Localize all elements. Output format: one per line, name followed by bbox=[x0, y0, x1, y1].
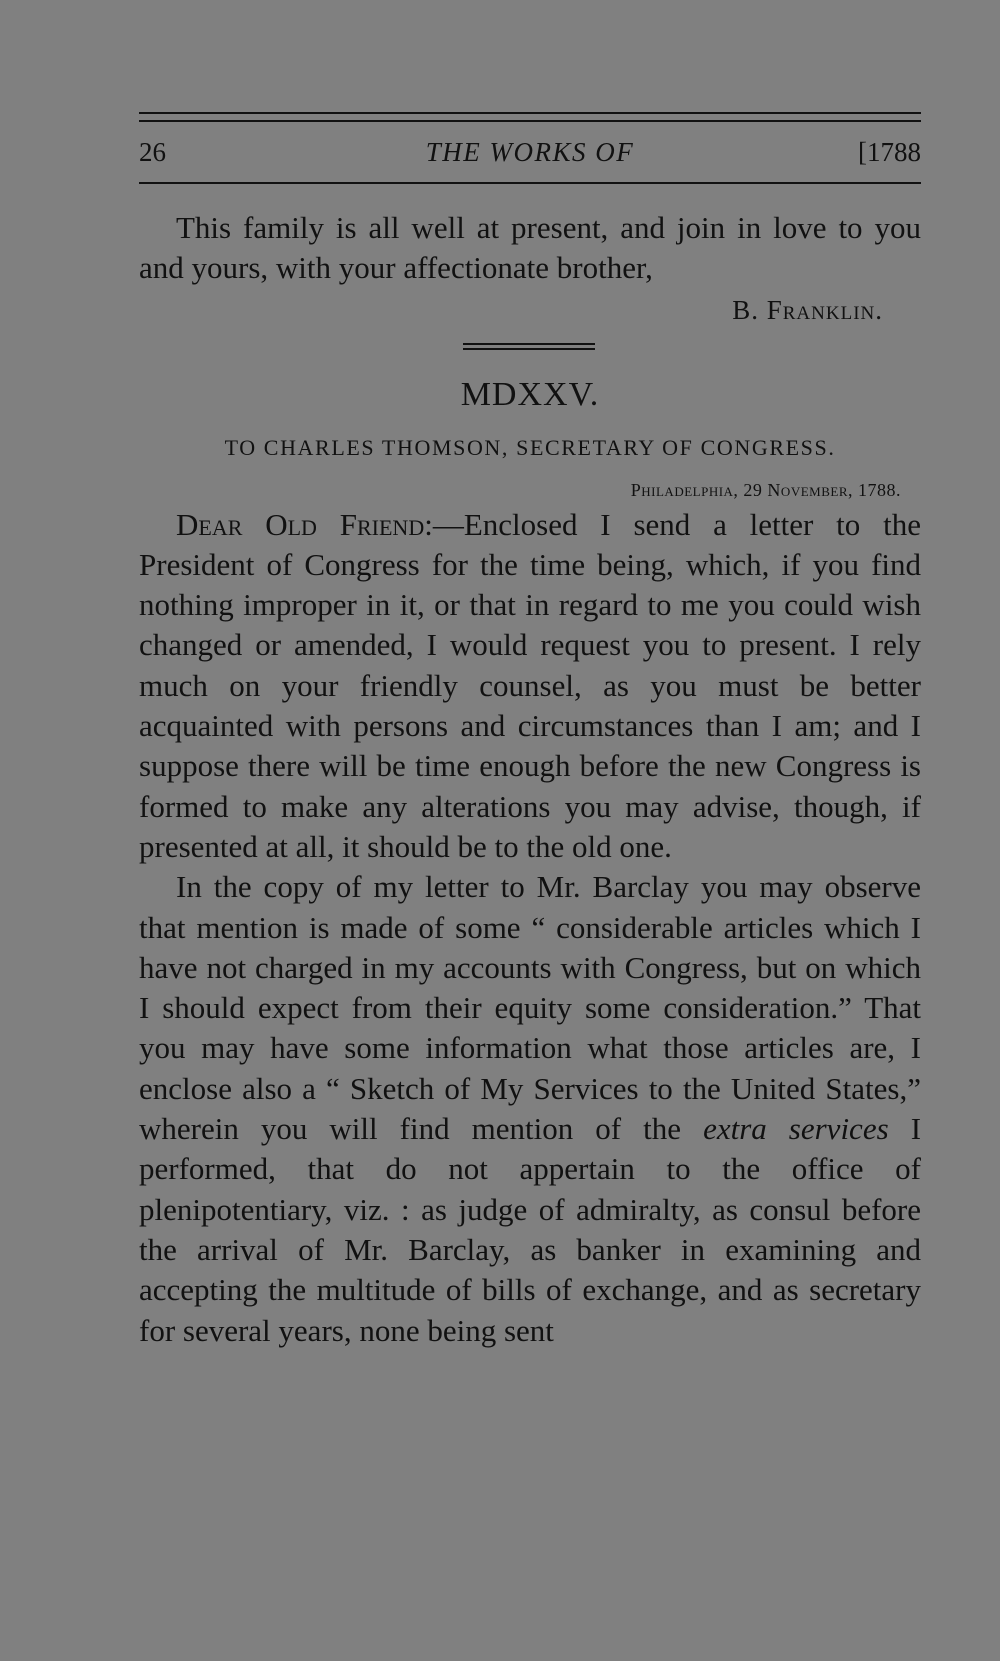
paragraph-2-italic: extra services bbox=[703, 1111, 889, 1147]
letter-paragraph-1 bbox=[139, 505, 921, 868]
header-rule bbox=[139, 182, 921, 184]
letter-number: MDXXV. bbox=[460, 375, 600, 413]
book-page bbox=[139, 112, 921, 1351]
letter-dateline: Philadelphia, 29 November, 1788. bbox=[630, 479, 901, 500]
signature: B. Franklin. bbox=[732, 294, 883, 325]
paragraph-1-text: :—Enclosed I send a letter to the President of Congress for the time being, which, if you find nothing improper in it, or that in regard to me you could wish changed or amended, I would request you to present. I rely much on your friendly counsel, as you must be better acquainted with persons and circumstances than I am; and I suppose there will be time enough before the new Congress is formed to make any alterations you may advise, though, if presented at all, it should be to the old one. bbox=[139, 506, 921, 864]
page-number: 26 bbox=[139, 137, 166, 167]
running-head bbox=[139, 122, 921, 182]
header-double-rule bbox=[139, 112, 921, 122]
letter-paragraph-2 bbox=[139, 867, 921, 1351]
closing-paragraph: This family is all well at present, and join in love to you and yours, with your affectionate brother, bbox=[139, 210, 921, 286]
divider-double-rule bbox=[463, 343, 595, 350]
section-divider bbox=[139, 329, 921, 359]
running-title: THE WORKS OF bbox=[425, 137, 635, 167]
salutation: Dear Old Friend bbox=[176, 506, 425, 542]
paragraph-2-text-b: I performed, that do not appertain to the office of plenipotentiary, viz. : as judge of admiralty, as consul before the arrival of Mr. Barclay, as banker in examining and accepting the multitude of bills of exchange, and as secretary for several years, none being sent bbox=[139, 1111, 922, 1348]
running-year: [1788 bbox=[858, 137, 921, 167]
paragraph-2-text-a: In the copy of my letter to Mr. Barclay you may observe that mention is made of some “ considerable articles which I have not charged in my accounts with Congress, but on which I should expect from their equity some consideration.” That you may have some information what those articles are, I enclose also a “ Sketch of My Services to the United States,” wherein you will find mention of the bbox=[139, 869, 921, 1147]
letter-addressee: TO CHARLES THOMSON, SECRETARY OF CONGRESS. bbox=[224, 434, 836, 460]
